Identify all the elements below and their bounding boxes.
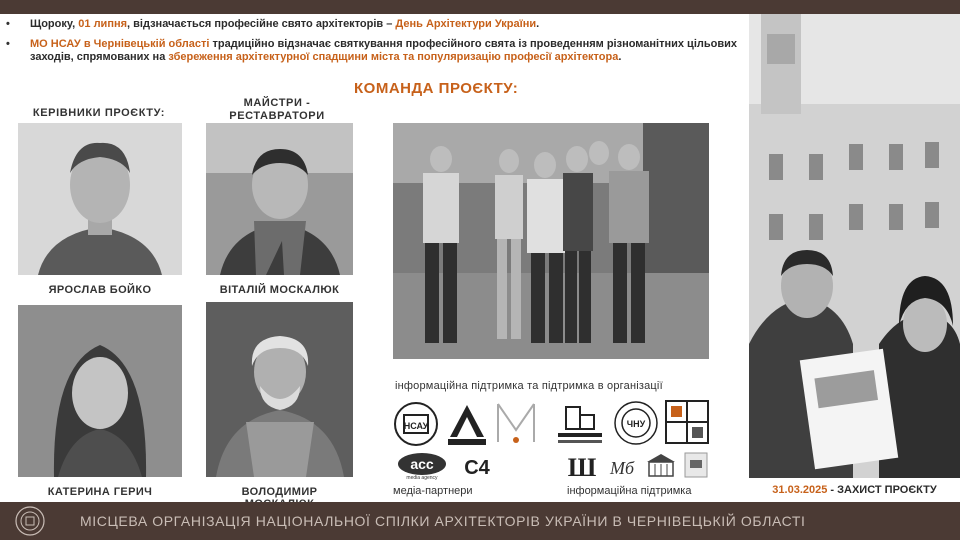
- defense-caption: [749, 484, 960, 496]
- name-kateryna-herych: КАТЕРИНА ГЕРИЧ: [47, 486, 153, 498]
- mb-logo: [606, 452, 638, 480]
- footer-bar: [0, 502, 960, 540]
- intro-org: МО НСАУ в Чернівецькій області: [30, 37, 210, 50]
- acc-media-logo: [396, 452, 448, 480]
- intro-text-part: Щороку,: [30, 18, 79, 30]
- svg-text:C4: C4: [464, 457, 490, 479]
- arch-palace-logo: [446, 401, 488, 447]
- name-vitalii-moskaliuk: ВІТАЛІЙ МОСКАЛЮК: [219, 284, 340, 296]
- intro-paragraph-1: [6, 18, 746, 32]
- footer-org-name: МІСЦЕВА ОРГАНІЗАЦІЯ НАЦІОНАЛЬНОЇ СПІЛКИ АРХІТЕКТОРІВ УКРАЇНИ В ЧЕРНІВЕЦЬКІЙ ОБЛАСТІ: [80, 513, 806, 529]
- bullet: •: [6, 37, 10, 50]
- small-badge-logo: [684, 452, 708, 478]
- intro-paragraph-2: [6, 38, 746, 65]
- portrait-vitalii-moskaliuk: [206, 123, 353, 275]
- team-title: КОМАНДА ПРОЄКТУ:: [354, 80, 519, 97]
- svg-text:НСАУ: НСАУ: [403, 421, 429, 431]
- portrait-yaroslav-boiko: [18, 123, 182, 275]
- intro-text-part: .: [536, 18, 540, 30]
- dept-urbanism-logo: [556, 401, 604, 447]
- intro-text: [6, 18, 746, 71]
- bullet: •: [6, 18, 10, 30]
- masters-title: МАЙСТРИ - РЕСТАВРАТОРИ: [229, 97, 325, 122]
- leaders-title: КЕРІВНИКИ ПРОЄКТУ:: [32, 107, 166, 119]
- intro-date: 01 липня: [78, 18, 128, 30]
- name-yaroslav-boiko: ЯРОСЛАВ БОЙКО: [48, 284, 152, 296]
- project-defense-photo: [749, 14, 960, 478]
- intro-text-part: , відзначається професійне свято архітекторів –: [127, 18, 396, 30]
- support-title: інформаційна підтримка та підтримка в організації: [395, 380, 663, 392]
- info-support-label: інформаційна підтримка: [567, 485, 692, 497]
- name-volodymyr-moskaliuk: ВОЛОДИМИР: [241, 486, 318, 498]
- intro-goal: збереження архітектурної спадщини міста та популяризацію професії архітектора: [168, 51, 619, 63]
- sh-logo: [567, 452, 597, 480]
- defense-date: 31.03.2025: [772, 484, 828, 496]
- defense-text: - ЗАХИСТ ПРОЄКТУ: [827, 484, 937, 496]
- nsau-logo: [393, 401, 439, 447]
- nsau-seal-icon: [14, 505, 46, 537]
- intro-text-part: традиційно відзначає святкування професійного свята із проведенням різноманітних цільових заходів, спрямованих на: [30, 37, 737, 63]
- c4-logo: [462, 452, 492, 480]
- svg-text:acc: acc: [410, 456, 434, 472]
- svg-text:Ш: Ш: [567, 453, 597, 480]
- intro-text-part: .: [618, 51, 622, 63]
- team-group-photo: [393, 123, 709, 359]
- chnu-logo: [613, 400, 659, 446]
- svg-text:ЧНУ: ЧНУ: [626, 419, 646, 429]
- m-logo: [494, 400, 538, 446]
- building-logo: [645, 452, 677, 480]
- svg-text:media agency: media agency: [406, 475, 438, 480]
- portrait-kateryna-herych: [18, 305, 182, 477]
- media-partners-label: медіа-партнери: [393, 485, 473, 497]
- portrait-volodymyr-moskaliuk: [206, 302, 353, 477]
- top-bar: [0, 0, 960, 14]
- grid-logo: [665, 400, 709, 444]
- intro-holiday: День Архітектури України: [395, 18, 537, 30]
- svg-text:Мб: Мб: [609, 458, 635, 478]
